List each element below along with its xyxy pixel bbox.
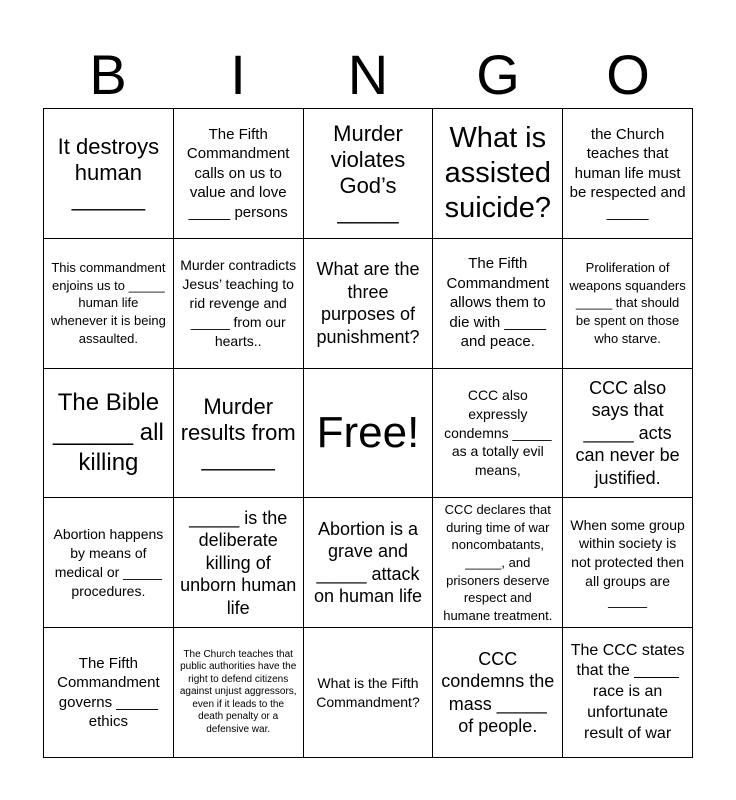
header-letter-b: B [89,43,127,106]
bingo-cell[interactable]: The Fifth Commandment calls on us to value and love _____ persons [174,109,304,239]
bingo-cell[interactable]: Murder results from ______ [174,369,304,499]
bingo-cell[interactable]: Abortion is a grave and _____ attack on human life [304,498,434,628]
bingo-cell[interactable]: CCC also says that _____ acts can never be justified. [563,369,693,499]
header-letter-o: O [606,43,650,106]
bingo-cell[interactable]: The Bible ______ all killing [44,369,174,499]
bingo-cell[interactable]: CCC also expressly condemns _____ as a totally evil means, [433,369,563,499]
bingo-header [43,42,693,108]
bingo-cell[interactable]: The Fifth Commandment allows them to die with _____ and peace. [433,239,563,369]
bingo-cell[interactable]: The Fifth Commandment governs _____ ethics [44,628,174,758]
header-letter-n: N [347,43,389,106]
bingo-cell[interactable]: the Church teaches that human life must be respected and _____ [563,109,693,239]
header-letter-g: G [476,43,520,106]
bingo-cell[interactable]: Murder contradicts Jesus’ teaching to rid revenge and _____ from our hearts.. [174,239,304,369]
bingo-cell[interactable]: What are the three purposes of punishment? [304,239,434,369]
bingo-cell[interactable]: _____ is the deliberate killing of unborn human life [174,498,304,628]
bingo-cell[interactable]: When some group within society is not protected then all groups are _____ [563,498,693,628]
bingo-cell[interactable]: CCC condemns the mass _____ of people. [433,628,563,758]
bingo-cell[interactable]: This commandment enjoins us to _____ human life whenever it is being assaulted. [44,239,174,369]
bingo-cell[interactable]: Proliferation of weapons squanders _____ that should be spent on those who starve. [563,239,693,369]
bingo-cell[interactable]: Murder violates God’s _____ [304,109,434,239]
bingo-cell[interactable]: Abortion happens by means of medical or _____ procedures. [44,498,174,628]
header-letter-i: I [230,43,246,106]
bingo-cell[interactable]: CCC declares that during time of war noncombatants, _____, and prisoners deserve respect and humane treatment. [433,498,563,628]
bingo-cell[interactable]: What is assisted suicide? [433,109,563,239]
bingo-cell[interactable]: What is the Fifth Commandment? [304,628,434,758]
bingo-cell[interactable]: It destroys human ______ [44,109,174,239]
bingo-cell[interactable]: The Church teaches that public authorities have the right to defend citizens against unjust aggressors, even if it leads to the death penalty or a defensive war. [174,628,304,758]
bingo-board [43,108,693,758]
free-space[interactable]: Free! [304,369,434,499]
bingo-cell[interactable]: The CCC states that the _____ race is an unfortunate result of war [563,628,693,758]
